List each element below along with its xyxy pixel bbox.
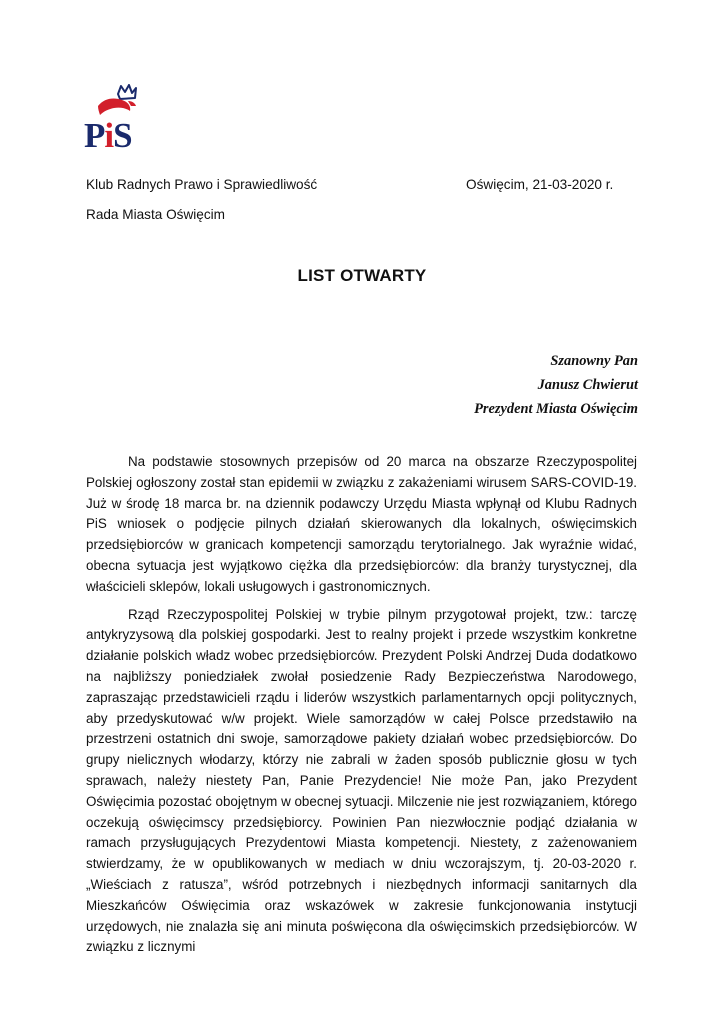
body-paragraph-1: Na podstawie stosownych przepisów od 20 marca na obszarze Rzeczypospolitej Polskiej ogłoszony został stan epidemii w związku z zakażeniami wirusem SARS-COVID-19. Już w środę 18 marca br. na dziennik podawczy Urzędu Miasta wpłynął od Klubu Radnych PiS wniosek o podjęcie pilnych działań skierowanych dla lokalnych, oświęcimskich przedsiębiorców w granicach kompetencji samorządu terytorialnego. Jak wyraźnie widać, obecna sytuacja jest wyjątkowo ciężka dla przedsiębiorców: dla branży turystycznej, dla właścicieli sklepów, lokali usługowych i gastronomicznych. [86,454,637,594]
letter-body [86,452,637,965]
recipient-block [474,349,638,421]
party-logo [84,84,156,158]
body-paragraph-2: Rząd Rzeczypospolitej Polskiej w trybie pilnym przygotował projekt, tzw.: tarczę antykryzysową dla polskiej gospodarki. Jest to realny projekt i przede wszystkim konkretne działanie polskich władz wobec przedsiębiorców. Prezydent Polski Andrzej Duda dodatkowo na najbliższy poniedziałek zwołał posiedzenie Rady Bezpieczeństwa Narodowego, zapraszając przedstawicieli rządu i liderów wszystkich parlamentarnych opcji politycznych, aby przedyskutować w/w projekt. Wiele samorządów w całej Polsce przedstawiło na przestrzeni ostatnich dni swoje, samorządowe pakiety działań wobec przedsiębiorców. Do grupy nielicznych włodarzy, którzy nie zabrali w żaden sposób publicznie głosu w tych sprawach, należy niestety Pan, Panie Prezydencie! Nie może Pan, jako Prezydent Oświęcimia pozostać obojętnym w obecnej sytuacji. Milczenie nie jest rozwiązaniem, którego oczekują oświęcimscy przedsiębiorcy. Powinien Pan niezwłocznie podjąć działania w ramach przysługujących Prezydentowi Miasta kompetencji. Niestety, z zażenowaniem stwierdzamy, że w opublikowanych w mediach w dniu wczorajszym, tj. 20-03-2020 r. „Wieściach z ratusza”, wśród potrzebnych i niezbędnych informacji sanitarnych dla Mieszkańców Oświęcimia oraz wskazówek w zakresie funkcjonowania instytucji urzędowych, nie znalazła się ani minuta poświęcona dla oświęcimskich przedsiębiorców. W związku z licznymi [86,606,637,955]
recipient-salutation: Szanowny Pan [550,353,638,369]
recipient-name: Janusz Chwierut [537,377,638,393]
document-title: LIST OTWARTY [297,266,427,285]
sender-club: Klub Radnych Prawo i Sprawiedliwość [86,177,318,192]
recipient-title: Prezydent Miasta Oświęcim [474,401,638,417]
logo-wordmark: PiS [84,116,132,155]
place-date: Oświęcim, 21-03-2020 r. [466,177,614,192]
sender-council: Rada Miasta Oświęcim [86,207,225,222]
